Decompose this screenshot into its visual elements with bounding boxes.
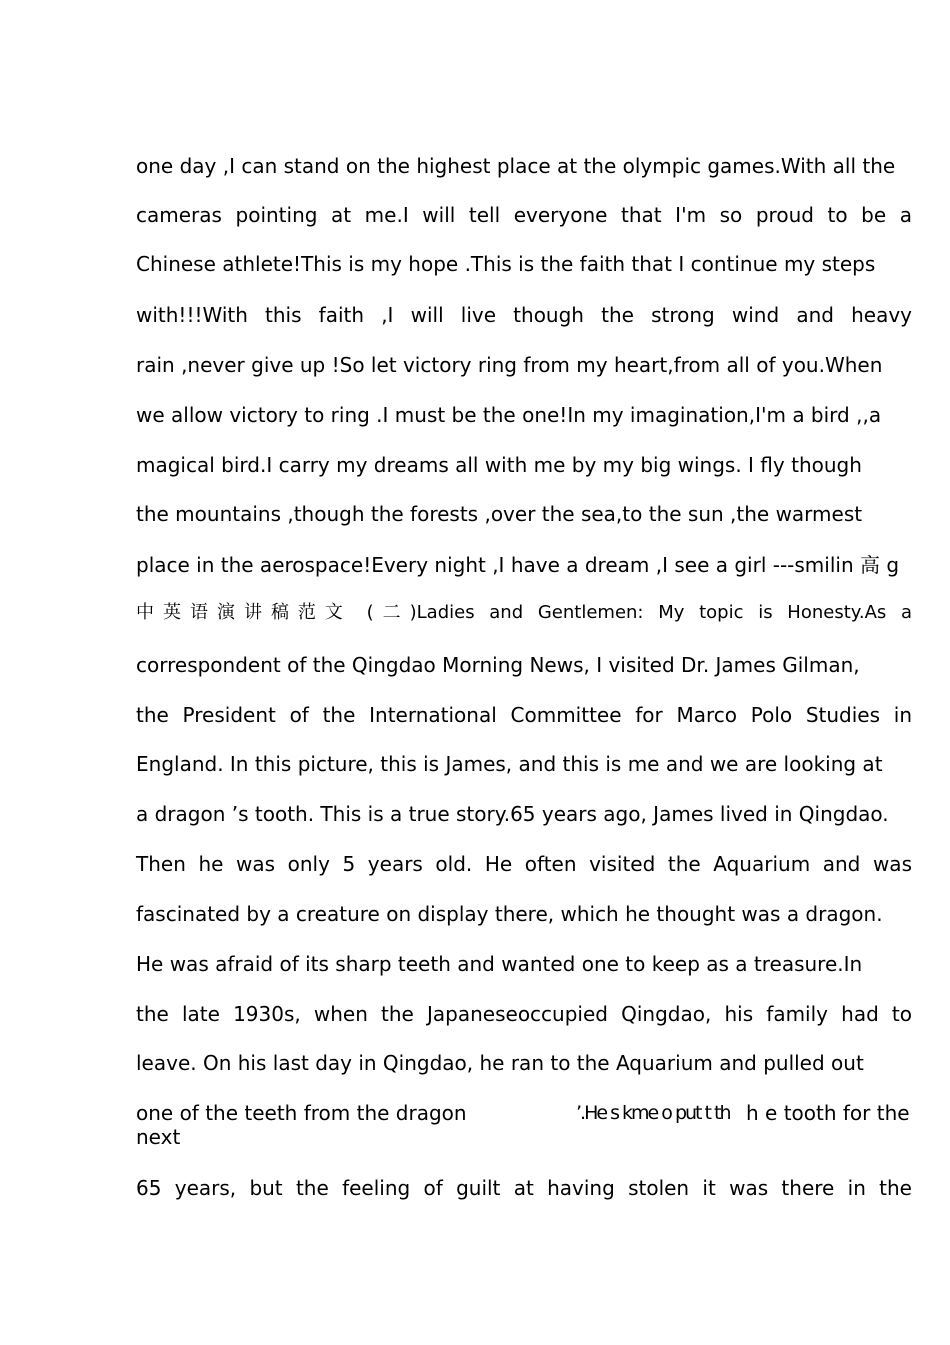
text-line-20-part2: ’.He s kme o put t th	[576, 1102, 730, 1124]
text-line-20-part1: one of the teeth from the dragon	[136, 1101, 467, 1125]
text-line-8: the mountains ,though the forests ,over the sea,to the sun ,the warmest	[136, 502, 863, 526]
text-line-13: England. In this picture, this is James, and this is me and we are looking at	[136, 752, 883, 776]
text-line-10: 中英语演讲稿范文 (二)Ladies and Gentlemen: My topic is Honesty.As a	[136, 602, 912, 623]
text-line-1: one day ,I can stand on the highest place at the olympic games.With all the	[136, 154, 896, 178]
text-line-16: fascinated by a creature on display there, which he thought was a dragon.	[136, 902, 883, 926]
text-line-9: place in the aerospace!Every night ,I have a dream ,I see a girl ---smilin 高 g	[136, 553, 900, 577]
text-line-7: magical bird.I carry my dreams all with me by my big wings. I fly though	[136, 453, 862, 477]
text-line-20-part3: h e tooth for the	[746, 1101, 910, 1125]
text-line-5: rain ,never give up !So let victory ring from my heart,from all of you.When	[136, 353, 883, 377]
text-line-11: correspondent of the Qingdao Morning News, I visited Dr. James Gilman,	[136, 653, 860, 677]
text-line-12: the President of the International Committee for Marco Polo Studies in	[136, 703, 912, 727]
text-line-17: He was afraid of its sharp teeth and wanted one to keep as a treasure.In	[136, 952, 863, 976]
text-line-6: we allow victory to ring .I must be the one!In my imagination,I'm a bird ,,a	[136, 403, 882, 427]
text-line-19: leave. On his last day in Qingdao, he ran to the Aquarium and pulled out	[136, 1051, 864, 1075]
text-line-4: with!!!With this faith ,I will live though the strong wind and heavy	[136, 303, 912, 327]
text-line-21: next	[136, 1125, 181, 1149]
text-line-2: cameras pointing at me.I will tell everyone that I'm so proud to be a	[136, 203, 912, 227]
text-line-3: Chinese athlete!This is my hope .This is the faith that I continue my steps	[136, 252, 876, 276]
text-line-15: Then he was only 5 years old. He often visited the Aquarium and was	[136, 852, 912, 876]
text-line-18: the late 1930s, when the Japaneseoccupied Qingdao, his family had to	[136, 1002, 912, 1026]
text-line-22: 65 years, but the feeling of guilt at having stolen it was there in the	[136, 1176, 912, 1200]
text-line-14: a dragon ’s tooth. This is a true story.65 years ago, James lived in Qingdao.	[136, 802, 889, 826]
